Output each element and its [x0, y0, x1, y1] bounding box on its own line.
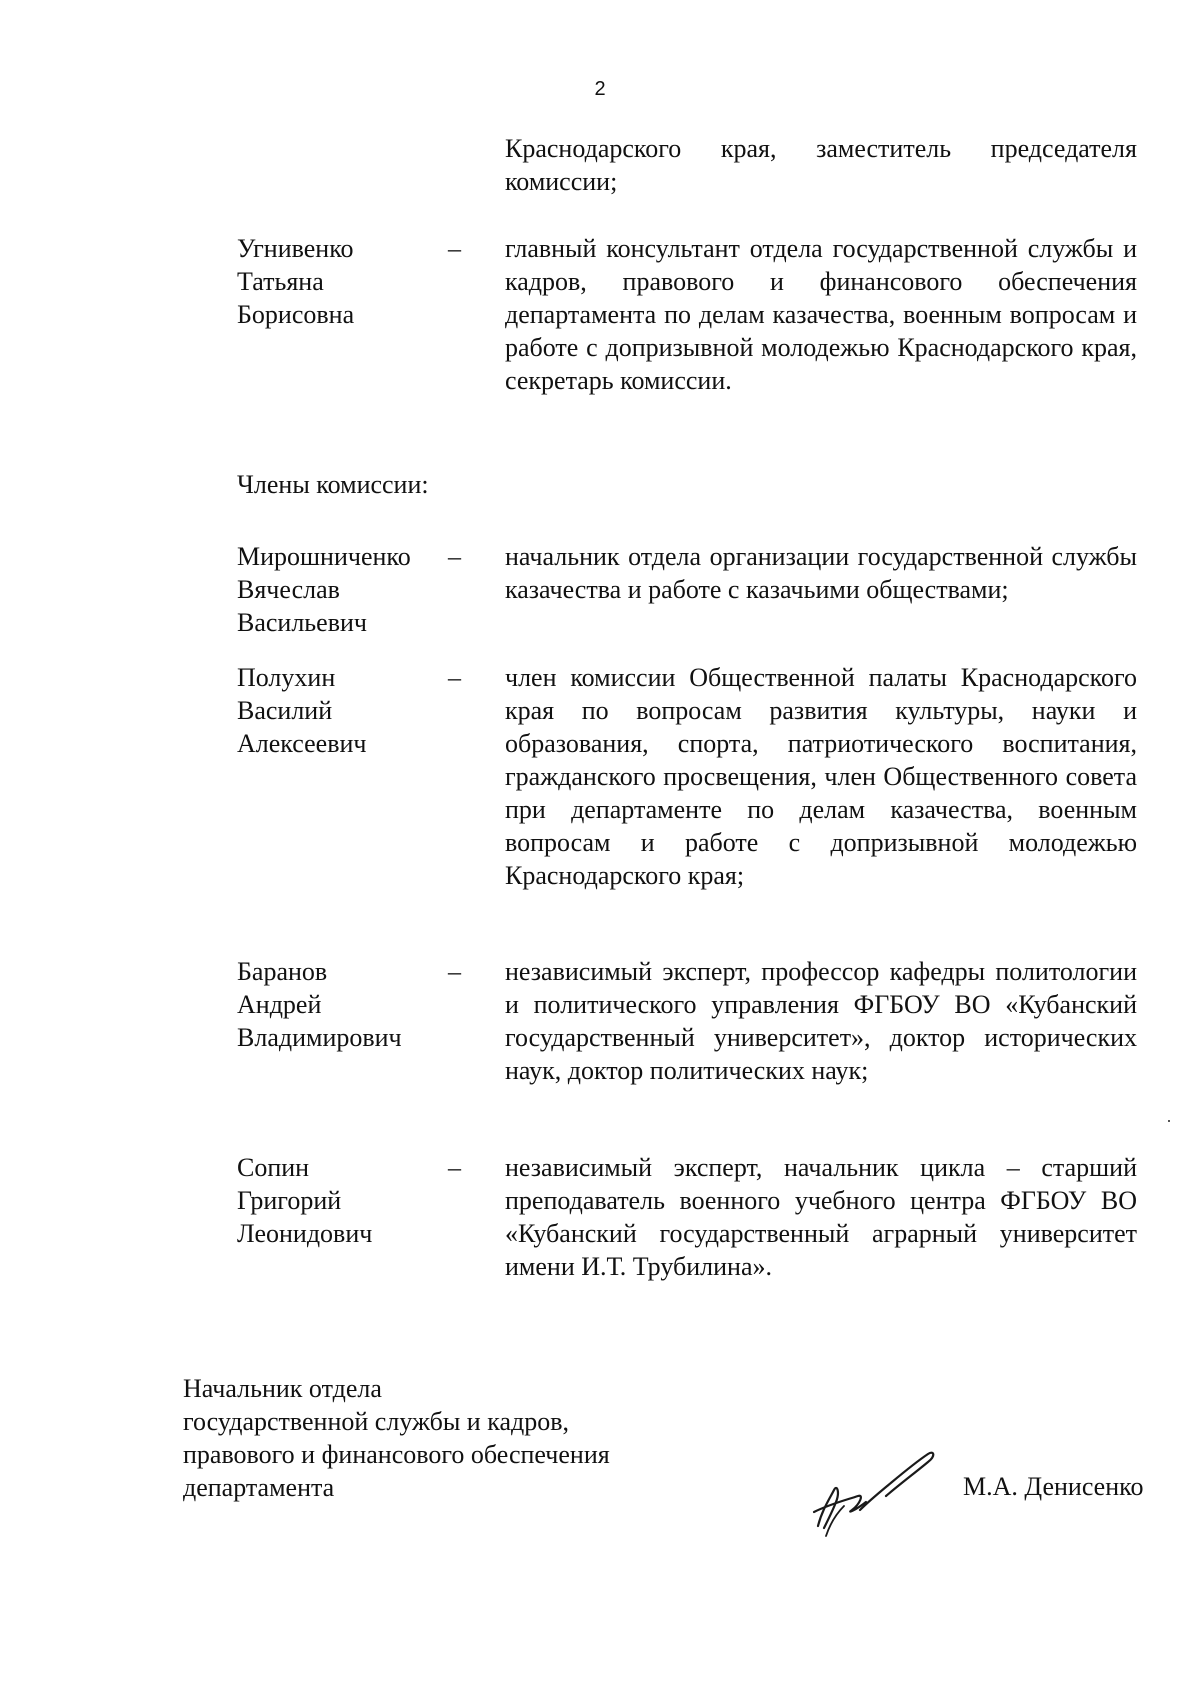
member-surname: Сопин	[237, 1153, 310, 1182]
member-description: член комиссии Общественной палаты Краснодарского края по вопросам развития культуры, науки и образования, спорта, патриотического воспитания, гражданского просвещения, член Общественного совета при департаменте по делам казачества, военным вопросам и работе с допризывной молодежью Краснодарского края;	[505, 663, 1137, 890]
member-description: независимый эксперт, профессор кафедры политологии и политического управления ФГБОУ ВО «Кубанский государственный университет», доктор исторических наук, доктор политических наук;	[505, 957, 1137, 1085]
secretary-description: главный консультант отдела государственной службы и кадров, правового и финансового обеспечения департамента по делам казачества, военным вопросам и работе с допризывной молодежью Краснодарского края, секретарь комиссии.	[505, 234, 1137, 395]
handwritten-signature	[800, 1440, 950, 1540]
member-surname: Полухин	[237, 663, 336, 692]
signatory-position-line: правового и финансового обеспечения	[183, 1440, 610, 1469]
signatory-position	[183, 1372, 610, 1504]
member-name	[237, 540, 447, 639]
member-dash: –	[448, 542, 461, 571]
member-patronymic: Алексеевич	[237, 729, 367, 758]
member-description: независимый эксперт, начальник цикла – старший преподаватель военного учебного центра ФГБОУ ВО «Кубанский государственный аграрный университет имени И.Т. Трубилина».	[505, 1153, 1137, 1281]
member-surname: Мирошниченко	[237, 542, 411, 571]
member-name	[237, 1151, 447, 1250]
signatory-position-line: Начальник отдела	[183, 1374, 382, 1403]
member-patronymic: Леонидович	[237, 1219, 373, 1248]
secretary-name	[237, 232, 447, 331]
member-dash: –	[448, 663, 461, 692]
secretary-patronymic: Борисовна	[237, 300, 355, 329]
secretary-dash: –	[448, 234, 461, 263]
secretary-first-name: Татьяна	[237, 267, 324, 296]
member-name	[237, 955, 447, 1054]
intro-continuation: Краснодарского края, заместитель председателя комиссии;	[505, 134, 1137, 196]
scan-speck	[1168, 1120, 1170, 1122]
member-first-name: Вячеслав	[237, 575, 340, 604]
member-first-name: Григорий	[237, 1186, 342, 1215]
signer-name: М.А. Денисенко	[963, 1472, 1144, 1501]
member-patronymic: Владимирович	[237, 1023, 402, 1052]
signatory-position-line: департамента	[183, 1473, 335, 1502]
page-number: 2	[594, 78, 606, 100]
member-dash: –	[448, 1153, 461, 1182]
signatory-position-line: государственной службы и кадров,	[183, 1407, 569, 1436]
member-first-name: Андрей	[237, 990, 322, 1019]
secretary-surname: Угнивенко	[237, 234, 354, 263]
member-first-name: Василий	[237, 696, 333, 725]
member-patronymic: Васильевич	[237, 608, 367, 637]
members-label: Члены комиссии:	[237, 470, 429, 499]
member-surname: Баранов	[237, 957, 328, 986]
member-description: начальник отдела организации государственной службы казачества и работе с казачьими обществами;	[505, 542, 1137, 604]
member-name	[237, 661, 447, 760]
member-dash: –	[448, 957, 461, 986]
